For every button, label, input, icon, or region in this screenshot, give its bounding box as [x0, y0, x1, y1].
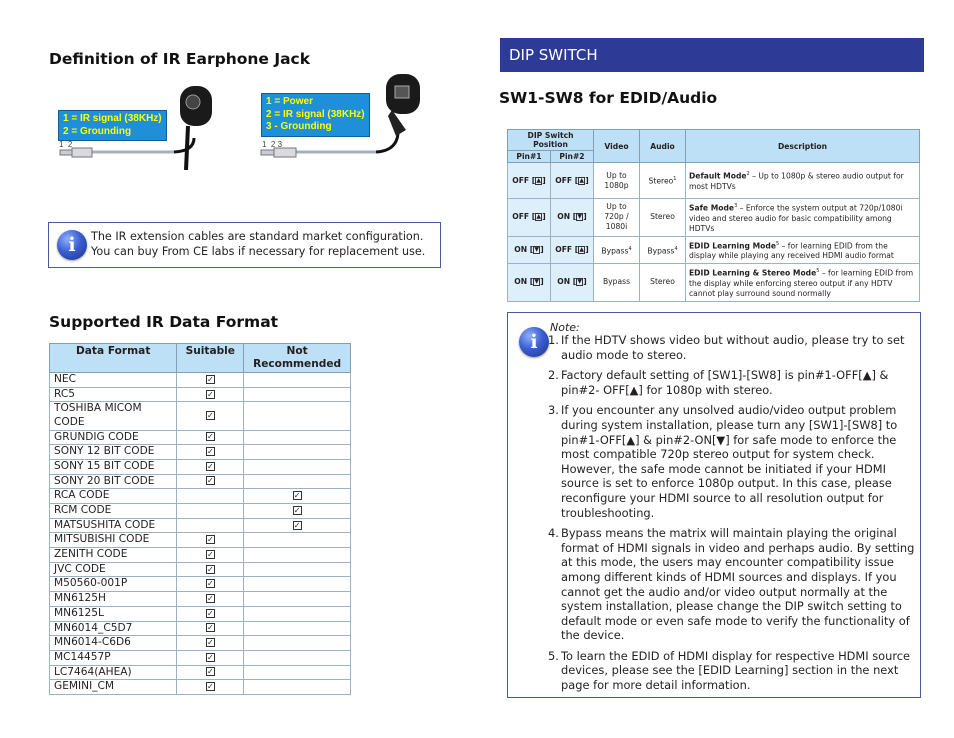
dip-p2-arrow-icon: ▼ [577, 278, 583, 286]
ir-suitable-cell [177, 533, 244, 548]
ir-format-name: JVC CODE [50, 562, 177, 577]
ir-not-recommended-cell [244, 459, 351, 474]
note-info-icon: i [519, 327, 549, 357]
footnote-mark: 4 [674, 245, 678, 252]
ir-suitable-cell [177, 474, 244, 489]
ir-format-name: GRUNDIG CODE [50, 430, 177, 445]
dip-mode-description: – for learning EDID from the display while enforcing stereo output if any HDTV cannot play surround sound normally [689, 268, 914, 298]
col-not-recommended: Not Recommended [244, 344, 351, 373]
note-item-number: 4. [548, 526, 559, 541]
dip-p2-state: OFF [ [555, 175, 579, 185]
jack1-pin-numbers: 1 2 [59, 140, 73, 149]
dip-audio-cell [640, 199, 686, 237]
ir-format-name: MC14457P [50, 650, 177, 665]
ir-suitable-cell [177, 621, 244, 636]
ir-not-recommended-cell [244, 474, 351, 489]
ir-not-recommended-cell [244, 665, 351, 680]
info-icon: i [57, 230, 87, 260]
note-item [548, 333, 916, 362]
dip-video-cell [594, 199, 640, 237]
jack2-legend: 1 = Power 2 = IR signal (38KHz) 3 - Grounding [261, 93, 370, 137]
dip-video-value: Bypass [602, 277, 631, 287]
ir-format-name: TOSHIBA MICOM CODE [50, 402, 177, 430]
footnote-mark: 3 [734, 203, 738, 209]
ir-not-recommended-cell [244, 518, 351, 533]
note-item-text: To learn the EDID of HDMI display for respective HDMI source devices, please see the [EDID Learning] section in the next page for more detail information. [561, 648, 911, 693]
bracket-close: ] [583, 277, 587, 287]
ir-cable-info-text: The IR extension cables are standard market configuration. You can buy From CE labs if necessary for replacement use. [91, 230, 426, 258]
ir-not-recommended-cell [244, 577, 351, 592]
ir-not-recommended-cell [244, 387, 351, 402]
checkbox-checked-icon: ✓ [206, 593, 214, 603]
ir-not-recommended-cell [244, 592, 351, 607]
checkbox-checked-icon: ✓ [206, 447, 214, 457]
ir-not-recommended-cell [244, 533, 351, 548]
dip-mode-name: Default Mode [689, 171, 747, 181]
ir-format-row [50, 650, 351, 665]
col-data-format: Data Format [50, 344, 177, 373]
ir-suitable-cell [177, 650, 244, 665]
checkbox-checked-icon: ✓ [206, 638, 214, 648]
ir-format-row [50, 680, 351, 695]
checkbox-checked-icon: ✓ [293, 520, 301, 530]
dip-p2-arrow-icon: ▲ [579, 176, 585, 184]
dip-p1-state: OFF [ [512, 175, 536, 185]
dip-description-cell [686, 199, 920, 237]
note-item-text: Bypass means the matrix will maintain playing the original format of HDMI signals in video and perhaps audio. By setting at this mode, the users may encounter compatibility issue among different kinds of HDMI sources and displays. If you cannot get the audio and/or video output normally at the system installation, please change the DIP switch setting to default mode or even safe mode to verify the functionality of the device. [561, 526, 915, 643]
dip-p2-cell [551, 199, 594, 237]
dip-p2-state: OFF [ [555, 244, 579, 254]
ir-format-row [50, 445, 351, 460]
ir-cable-info-box [48, 222, 441, 268]
dip-p1-cell [508, 264, 551, 302]
dip-audio-value: Stereo [648, 176, 674, 186]
ir-format-row [50, 665, 351, 680]
col-audio: Audio [640, 130, 686, 163]
dip-switch-rows [508, 163, 920, 302]
dip-p2-cell [551, 236, 594, 264]
dip-p1-arrow-icon: ▲ [536, 213, 542, 221]
note-item [548, 649, 916, 693]
note-item [548, 368, 916, 397]
ir-format-row [50, 533, 351, 548]
ir-suitable-cell [177, 518, 244, 533]
ir-format-row [50, 518, 351, 533]
dip-p1-state: ON [ [514, 244, 534, 254]
ir-format-name: RCM CODE [50, 504, 177, 519]
note-item-number: 2. [548, 368, 559, 383]
dip-audio-value: Bypass [647, 246, 675, 256]
ir-suitable-cell [177, 665, 244, 680]
ir-format-title: Supported IR Data Format [49, 313, 279, 331]
ir-format-name: MN6014-C6D6 [50, 636, 177, 651]
dip-video-value: Bypass [601, 246, 629, 256]
ir-suitable-cell [177, 504, 244, 519]
ir-format-name: M50560-001P [50, 577, 177, 592]
bracket-close: ] [540, 277, 544, 287]
checkbox-checked-icon: ✓ [206, 432, 214, 442]
ir-suitable-cell [177, 606, 244, 621]
checkbox-checked-icon: ✓ [206, 461, 214, 471]
note-item [548, 526, 916, 643]
dip-mode-description: – Enforce the system output at 720p/1080i video and stereo audio for basic compatibility among HDTVs [689, 203, 903, 233]
bracket-close: ] [583, 212, 587, 222]
dip-p2-cell [551, 264, 594, 302]
ir-format-name: RC5 [50, 387, 177, 402]
note-item-number: 1. [548, 333, 559, 347]
bracket-close: ] [540, 244, 544, 254]
note-item [548, 403, 916, 520]
ir-format-name: MN6014_C5D7 [50, 621, 177, 636]
note-title: Note: [550, 321, 580, 334]
ir-format-name: SONY 20 BIT CODE [50, 474, 177, 489]
ir-format-name: LC7464(AHEA) [50, 665, 177, 680]
dip-p2-state: ON [ [557, 212, 577, 222]
footnote-mark: 5 [775, 240, 780, 247]
ir-suitable-cell [177, 387, 244, 402]
note-item-number: 5. [548, 648, 559, 663]
dip-mode-name: EDID Learning & Stereo Mode [689, 268, 817, 278]
dip-mode-name: Safe Mode [689, 203, 735, 213]
ir-format-table [49, 343, 351, 695]
dip-mode-name: EDID Learning Mode [689, 241, 776, 251]
ir-format-rows [50, 373, 351, 695]
sw-title: SW1-SW8 for EDID/Audio [499, 89, 718, 107]
col-video: Video [594, 130, 640, 163]
checkbox-checked-icon: ✓ [206, 608, 214, 618]
ir-format-row [50, 402, 351, 430]
ir-not-recommended-cell [244, 548, 351, 563]
ir-not-recommended-cell [244, 606, 351, 621]
dip-mode-description: – Up to 1080p & stereo audio output for most HDTVs [689, 171, 904, 191]
ir-suitable-cell [177, 489, 244, 504]
checkbox-checked-icon: ✓ [293, 491, 301, 501]
col-description: Description [686, 130, 920, 163]
note-item-text: If the HDTV shows video but without audio, please try to set audio mode to stereo. [561, 333, 905, 362]
checkbox-checked-icon: ✓ [206, 410, 214, 420]
ir-format-row [50, 621, 351, 636]
col-pin1: Pin#1 [508, 151, 551, 163]
checkbox-checked-icon: ✓ [206, 549, 214, 559]
note-item-number: 3. [548, 403, 559, 418]
dip-switch-table [507, 129, 920, 302]
dip-p1-cell [508, 236, 551, 264]
ir-format-row [50, 387, 351, 402]
footnote-mark: 4 [628, 245, 632, 252]
checkbox-checked-icon: ✓ [206, 389, 214, 399]
checkbox-checked-icon: ✓ [206, 374, 214, 384]
dip-mode-description: – for learning EDID from the display while playing any received HDMI audio format [689, 241, 894, 261]
footnote-mark: 1 [673, 176, 677, 183]
bracket-close: ] [585, 244, 589, 254]
dip-switch-row [508, 199, 920, 237]
dip-p2-state: ON [ [557, 277, 577, 287]
note-list [548, 333, 916, 699]
dip-video-cell [594, 236, 640, 264]
col-pin2: Pin#2 [551, 151, 594, 163]
checkbox-checked-icon: ✓ [206, 652, 214, 662]
dip-audio-cell [640, 163, 686, 199]
checkbox-checked-icon: ✓ [206, 682, 214, 692]
ir-format-name: NEC [50, 373, 177, 388]
ir-format-row [50, 577, 351, 592]
dip-video-cell [594, 264, 640, 302]
footnote-mark: 2 [746, 171, 750, 178]
ir-format-row [50, 548, 351, 563]
dip-switch-banner: DIP SWITCH [500, 38, 924, 72]
ir-suitable-cell [177, 445, 244, 460]
ir-not-recommended-cell [244, 650, 351, 665]
dip-p2-arrow-icon: ▲ [579, 245, 585, 253]
ir-suitable-cell [177, 562, 244, 577]
jack1-legend: 1 = IR signal (38KHz) 2 = Grounding [58, 110, 167, 141]
ir-suitable-cell [177, 459, 244, 474]
dip-description-cell [686, 264, 920, 302]
note-item-text: If you encounter any unsolved audio/video output problem during system installation, please turn any [SW1]-[SW8] to pin#1-OFF[▲] & pin#2-ON[▼] for safe mode to enforce the most compatible 720p stereo output for system check. However, the safe mode cannot be initiated if your HDMI source is set to enforce 1080p output. In this case, please reconfigure your HDMI source to all resolution output for troubleshooting. [561, 403, 898, 520]
ir-suitable-cell [177, 636, 244, 651]
bracket-close: ] [542, 175, 546, 185]
ir-not-recommended-cell [244, 621, 351, 636]
dip-p1-arrow-icon: ▼ [534, 245, 540, 253]
ir-format-row [50, 504, 351, 519]
ir-not-recommended-cell [244, 445, 351, 460]
ir-format-row [50, 592, 351, 607]
ir-format-row [50, 636, 351, 651]
ir-not-recommended-cell [244, 562, 351, 577]
ir-suitable-cell [177, 577, 244, 592]
ir-suitable-cell [177, 592, 244, 607]
ir-format-row [50, 373, 351, 388]
dip-description-cell [686, 163, 920, 199]
col-suitable: Suitable [177, 344, 244, 373]
col-dip-position: DIP Switch Position [508, 130, 594, 151]
ir-format-row [50, 489, 351, 504]
ir-not-recommended-cell [244, 489, 351, 504]
ir-suitable-cell [177, 548, 244, 563]
dip-video-value: Up to 720p / 1080i [604, 202, 629, 232]
dip-audio-cell [640, 264, 686, 302]
dip-p2-cell [551, 163, 594, 199]
checkbox-checked-icon: ✓ [206, 579, 214, 589]
ir-suitable-cell [177, 680, 244, 695]
ir-format-name: GEMINI_CM [50, 680, 177, 695]
ir-format-name: SONY 15 BIT CODE [50, 459, 177, 474]
ir-format-row [50, 430, 351, 445]
dip-audio-value: Stereo [650, 277, 675, 287]
ir-not-recommended-cell [244, 430, 351, 445]
note-item-text: Factory default setting of [SW1]-[SW8] is pin#1-OFF[▲] & pin#2- OFF[▲] for 1080p with stereo. [561, 368, 889, 397]
jack-title: Definition of IR Earphone Jack [49, 50, 311, 68]
ir-format-name: MATSUSHITA CODE [50, 518, 177, 533]
ir-format-name: MN6125L [50, 606, 177, 621]
dip-p1-arrow-icon: ▲ [536, 176, 542, 184]
dip-audio-value: Stereo [650, 212, 675, 222]
dip-p1-arrow-icon: ▼ [534, 278, 540, 286]
ir-format-name: RCA CODE [50, 489, 177, 504]
checkbox-checked-icon: ✓ [293, 505, 301, 515]
ir-not-recommended-cell [244, 402, 351, 430]
bracket-close: ] [542, 212, 546, 222]
dip-p1-state: ON [ [514, 277, 534, 287]
footnote-mark: 5 [816, 268, 820, 275]
ir-format-row [50, 562, 351, 577]
ir-format-name: MN6125H [50, 592, 177, 607]
checkbox-checked-icon: ✓ [206, 667, 214, 677]
checkbox-checked-icon: ✓ [206, 535, 214, 545]
dip-switch-row [508, 264, 920, 302]
ir-format-row [50, 606, 351, 621]
dip-video-value: Up to 1080p [604, 170, 629, 190]
jack2-pin-numbers: 1 2 3 [262, 140, 283, 149]
note-box [507, 312, 921, 698]
ir-format-row [50, 459, 351, 474]
ir-suitable-cell [177, 402, 244, 430]
ir-format-name: SONY 12 BIT CODE [50, 445, 177, 460]
bracket-close: ] [585, 175, 589, 185]
ir-not-recommended-cell [244, 504, 351, 519]
ir-not-recommended-cell [244, 373, 351, 388]
ir-suitable-cell [177, 430, 244, 445]
dip-video-cell [594, 163, 640, 199]
ir-format-name: MITSUBISHI CODE [50, 533, 177, 548]
dip-p2-arrow-icon: ▼ [577, 213, 583, 221]
dip-switch-row [508, 236, 920, 264]
checkbox-checked-icon: ✓ [206, 623, 214, 633]
checkbox-checked-icon: ✓ [206, 476, 214, 486]
ir-format-row [50, 474, 351, 489]
dip-p1-state: OFF [ [512, 212, 536, 222]
dip-audio-cell [640, 236, 686, 264]
ir-format-name: ZENITH CODE [50, 548, 177, 563]
ir-not-recommended-cell [244, 636, 351, 651]
dip-switch-row [508, 163, 920, 199]
dip-p1-cell [508, 163, 551, 199]
ir-suitable-cell [177, 373, 244, 388]
dip-p1-cell [508, 199, 551, 237]
dip-description-cell [686, 236, 920, 264]
ir-not-recommended-cell [244, 680, 351, 695]
checkbox-checked-icon: ✓ [206, 564, 214, 574]
